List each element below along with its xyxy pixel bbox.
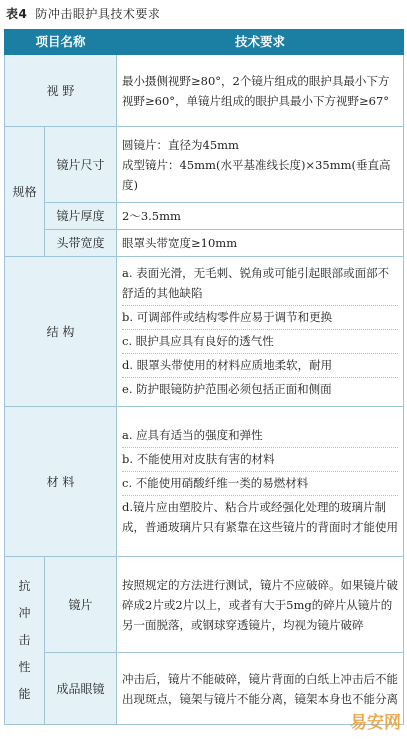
row-structure-label: 结 构: [5, 257, 117, 407]
material-item-a: a. 应具有适当的强度和弹性: [122, 424, 398, 448]
row-impact-goggles: [5, 653, 404, 725]
row-structure-text: [117, 257, 404, 407]
material-item-b: b. 不能使用对皮肤有害的材料: [122, 448, 398, 472]
structure-item-d: d. 眼罩头带使用的材料应质地柔软，耐用: [122, 354, 398, 378]
row-impact-lens-text: 按照规定的方法进行测试，镜片不应破碎。如果镜片破碎成2片或2片以上，或者有大于5mg的碎片从镜片的另一面脱落，或钢球穿透镜片，均视为镜片破碎: [117, 557, 404, 653]
caption-title: 防冲击眼护具技术要求: [35, 7, 161, 21]
requirements-table: [4, 29, 404, 725]
site-watermark: 易安网: [350, 713, 401, 733]
impact-char-4: 性: [18, 660, 31, 674]
lens-size-shaped: 成型镜片：45mm(水平基准线长度)×35mm(垂直高度): [122, 157, 391, 192]
row-lens-thickness: [5, 203, 404, 230]
caption-label: 表4: [6, 7, 28, 21]
impact-char-3: 击: [18, 633, 31, 647]
row-view-text: 最小摄侧视野≥80°，2个镜片组成的眼护具最小下方视野≥60°，单镜片组成的眼护具最小下方视野≥67°: [117, 55, 404, 127]
row-lens-thickness-text: 2～3.5mm: [117, 203, 404, 230]
material-item-c: c. 不能使用硝酸纤维一类的易燃材料: [122, 472, 398, 496]
row-strap-width: [5, 230, 404, 257]
row-lens-size-label: 镜片尺寸: [45, 127, 117, 203]
row-lens-size: [5, 127, 404, 203]
row-impact-lens: [5, 557, 404, 653]
structure-item-e: e. 防护眼镜防护范围必须包括正面和侧面: [122, 382, 332, 396]
table-header-row: [5, 30, 404, 55]
row-strap-width-label: 头带宽度: [45, 230, 117, 257]
header-item-name: 项目名称: [5, 30, 117, 55]
material-item-d: d.镜片应由塑胶片、粘合片或经强化处理的玻璃片制成，普通玻璃片只有紧靠在这些镜片的背面时才能使用: [122, 500, 399, 534]
row-view: [5, 55, 404, 127]
header-requirement: 技术要求: [117, 30, 404, 55]
lens-size-round: 圆镜片：直径为45mm: [122, 137, 239, 152]
row-impact-lens-label: 镜片: [45, 557, 117, 653]
row-lens-size-text: [117, 127, 404, 203]
table-caption: [6, 5, 160, 22]
structure-item-b: b. 可调部件或结构零件应易于调节和更换: [122, 306, 398, 330]
row-spec-label: 规格: [5, 127, 45, 257]
row-impact-label: [5, 557, 45, 725]
row-impact-goggles-label: 成品眼镜: [45, 653, 117, 725]
impact-char-5: 能: [18, 687, 31, 701]
row-structure: [5, 257, 404, 407]
impact-char-1: 抗: [18, 579, 31, 593]
row-view-label: 视 野: [5, 55, 117, 127]
row-material: [5, 407, 404, 557]
row-lens-thickness-label: 镜片厚度: [45, 203, 117, 230]
row-impact-goggles-text: 冲击后，镜片不能破碎，镜片背面的白纸上冲击后不能出现斑点，镜架与镜片不能分离，镜架本身也不能分离: [117, 653, 404, 725]
impact-char-2: 冲: [18, 606, 31, 620]
row-strap-width-text: 眼罩头带宽度≥10mm: [117, 230, 404, 257]
structure-item-a: a. 表面光滑，无毛刺、锐角或可能引起眼部或面部不舒适的其他缺陷: [122, 262, 398, 306]
row-material-text: [117, 407, 404, 557]
structure-item-c: c. 眼护具应具有良好的透气性: [122, 330, 398, 354]
row-material-label: 材 料: [5, 407, 117, 557]
